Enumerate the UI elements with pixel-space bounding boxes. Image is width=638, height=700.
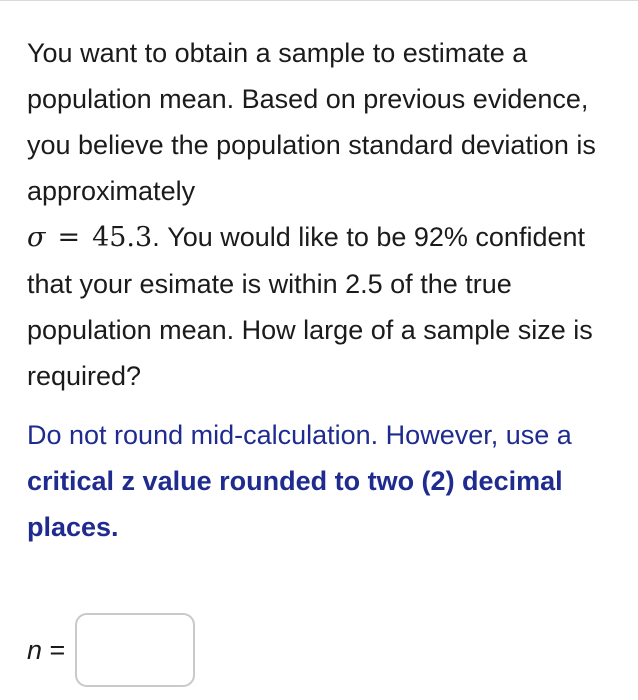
instruction-text bbox=[27, 412, 617, 550]
top-divider bbox=[0, 0, 638, 1]
answer-row bbox=[27, 611, 195, 689]
problem-statement bbox=[27, 30, 617, 399]
answer-equals: = bbox=[49, 634, 66, 665]
problem-text-part2: . You would like to be 92% confident that your esimate is within 2.5 of the true population mean. How large of a sample size is required? bbox=[27, 222, 593, 391]
sigma-symbol: σ bbox=[27, 222, 46, 253]
instruction-bold: critical z value rounded to two (2) decimal places. bbox=[27, 466, 563, 542]
rounding-instruction bbox=[27, 412, 617, 550]
problem-text bbox=[27, 30, 617, 399]
answer-variable: n bbox=[27, 634, 43, 665]
sample-size-input[interactable] bbox=[75, 613, 195, 687]
instruction-normal: Do not round mid-calculation. However, use a bbox=[27, 420, 572, 450]
sigma-equals: = bbox=[57, 222, 81, 253]
answer-label bbox=[27, 635, 65, 666]
problem-text-part1: You want to obtain a sample to estimate a population mean. Based on previous evidence, you believe the population standard deviation is approximately bbox=[27, 38, 596, 206]
sigma-expression bbox=[27, 222, 152, 253]
sigma-value: 45.3 bbox=[92, 222, 153, 253]
